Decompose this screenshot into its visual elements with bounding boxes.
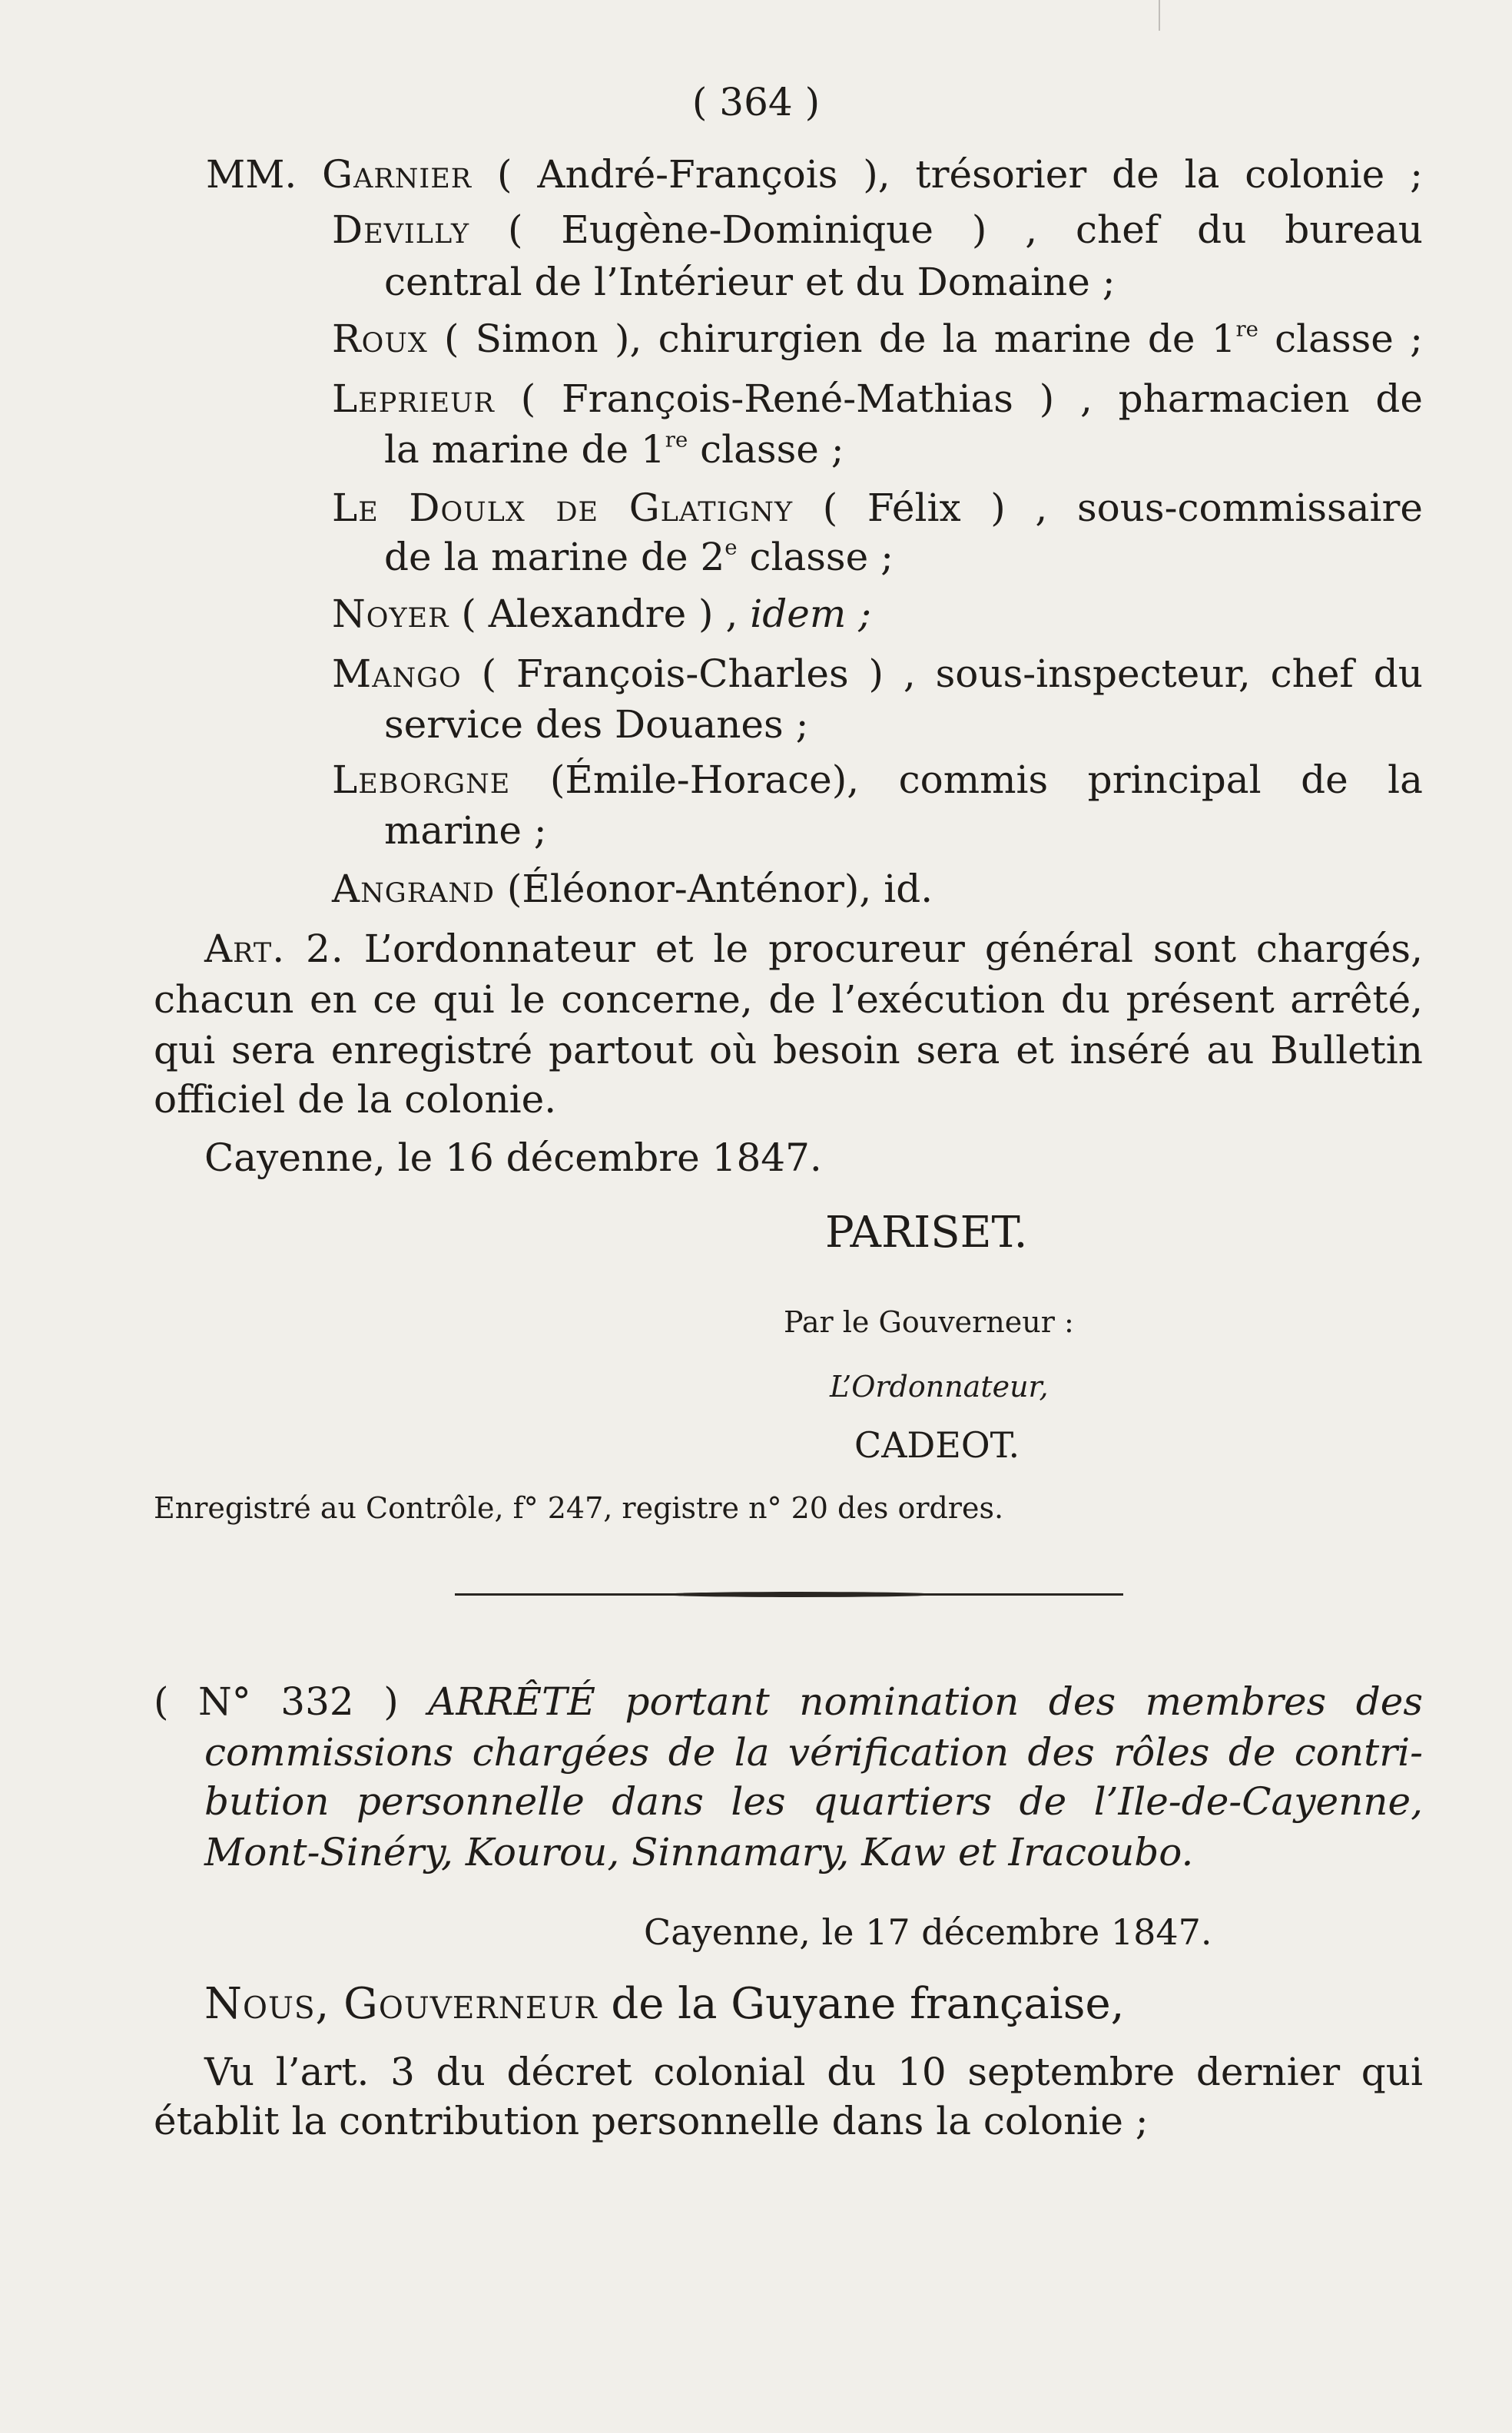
- vu-line: Vu l’art. 3 du décret colonial du 10 septembre dernier qui: [204, 2050, 1423, 2094]
- member-line: [332, 315, 1423, 363]
- member-detail-tail: classe ;: [1258, 317, 1423, 361]
- member-name: Garnier: [322, 152, 472, 197]
- member-line: [206, 151, 1423, 198]
- member-detail: ( Eugène-Dominique ) , chef du bureau: [507, 207, 1423, 252]
- member-continuation: la marine de 1re classe ;: [384, 427, 844, 472]
- member-name: Leprieur: [332, 376, 495, 421]
- member-line: [332, 375, 1423, 423]
- registry-line: Enregistré au Contrôle, f° 247, registre n° 20 des ordres.: [154, 1491, 1004, 1525]
- article-line: qui sera enregistré partout où besoin sera et inséré au Bulletin: [154, 1028, 1423, 1072]
- member-line: [332, 865, 933, 913]
- member-line: [332, 484, 1423, 532]
- member-continuation: service des Douanes ;: [384, 702, 809, 747]
- article-text: L’ordonnateur et le procureur général sont chargés,: [363, 926, 1423, 971]
- signature-par: Par le Gouverneur :: [784, 1305, 1074, 1339]
- member-line: [332, 590, 871, 638]
- article-label: Art. 2.: [204, 926, 344, 971]
- governor-nous: Nous,: [204, 1979, 330, 2029]
- decree-title: ARRÊTÉ portant nomination des membres des: [428, 1679, 1423, 1724]
- section-divider-swell: [661, 1592, 937, 1597]
- member-detail: ( François-René-Mathias ) , pharmacien de: [520, 376, 1423, 421]
- member-name: Le Doulx de Glatigny: [332, 486, 794, 530]
- superscript: e: [724, 535, 738, 560]
- member-line: [332, 650, 1423, 698]
- member-name: Mango: [332, 651, 462, 696]
- signature-name: PARISET.: [825, 1208, 1028, 1258]
- date-line: Cayenne, le 17 décembre 1847.: [644, 1911, 1212, 1953]
- decree-title-line: Mont-Sinéry, Kourou, Sinnamary, Kaw et Iracoubo.: [204, 1830, 1194, 1874]
- member-detail: ( André-François ), trésorier de la colonie ;: [496, 152, 1423, 197]
- member-line: [332, 756, 1423, 804]
- page-number: ( 364 ): [691, 80, 821, 124]
- member-name: Devilly: [332, 207, 470, 252]
- member-italic: idem ;: [750, 592, 872, 636]
- member-name: Angrand: [332, 867, 496, 911]
- superscript: re: [665, 427, 688, 452]
- decree-line: [154, 1678, 1423, 1725]
- member-detail: ( Alexandre ) ,: [461, 592, 738, 636]
- member-detail: (Émile-Horace), commis principal de la: [549, 757, 1423, 802]
- member-detail: ( Simon ), chirurgien de la marine de 1: [444, 317, 1236, 361]
- governor-rest: de la Guyane française,: [611, 1979, 1125, 2029]
- member-continuation: de la marine de 2e classe ;: [384, 535, 894, 579]
- member-line: [332, 206, 1423, 254]
- member-detail: ( François-Charles ) , sous-inspecteur, chef du: [481, 651, 1423, 696]
- member-name: Roux: [332, 317, 428, 361]
- edge-mark: [1159, 0, 1160, 31]
- vu-line: établit la contribution personnelle dans la colonie ;: [154, 2099, 1149, 2143]
- member-detail: (Éléonor-Anténor), id.: [506, 867, 933, 911]
- article-line: chacun en ce qui le concerne, de l’exécution du présent arrêté,: [154, 977, 1423, 1022]
- article-line: officiel de la colonie.: [154, 1077, 557, 1122]
- decree-title-line: commissions chargées de la vérification des rôles de contri-: [204, 1730, 1423, 1775]
- decree-number: ( N° 332 ): [154, 1679, 399, 1724]
- superscript: re: [1235, 317, 1258, 342]
- member-name: Leborgne: [332, 757, 511, 802]
- member-detail: ( Félix ) , sous-commissaire: [822, 486, 1423, 530]
- governor-title: Gouverneur: [343, 1979, 598, 2029]
- signature-signer: CADEOT.: [854, 1424, 1020, 1466]
- article-line: [204, 925, 1423, 973]
- member-prefix: MM.: [206, 152, 297, 197]
- member-continuation: central de l’Intérieur et du Domaine ;: [384, 260, 1116, 304]
- member-continuation: marine ;: [384, 808, 547, 853]
- signature-role: L’Ordonnateur,: [830, 1370, 1049, 1404]
- member-name: Noyer: [332, 592, 449, 636]
- date-line: Cayenne, le 16 décembre 1847.: [204, 1135, 822, 1180]
- governor-line: [204, 1977, 1124, 2031]
- decree-title-line: bution personnelle dans les quartiers de l’Ile-de-Cayenne,: [204, 1779, 1423, 1824]
